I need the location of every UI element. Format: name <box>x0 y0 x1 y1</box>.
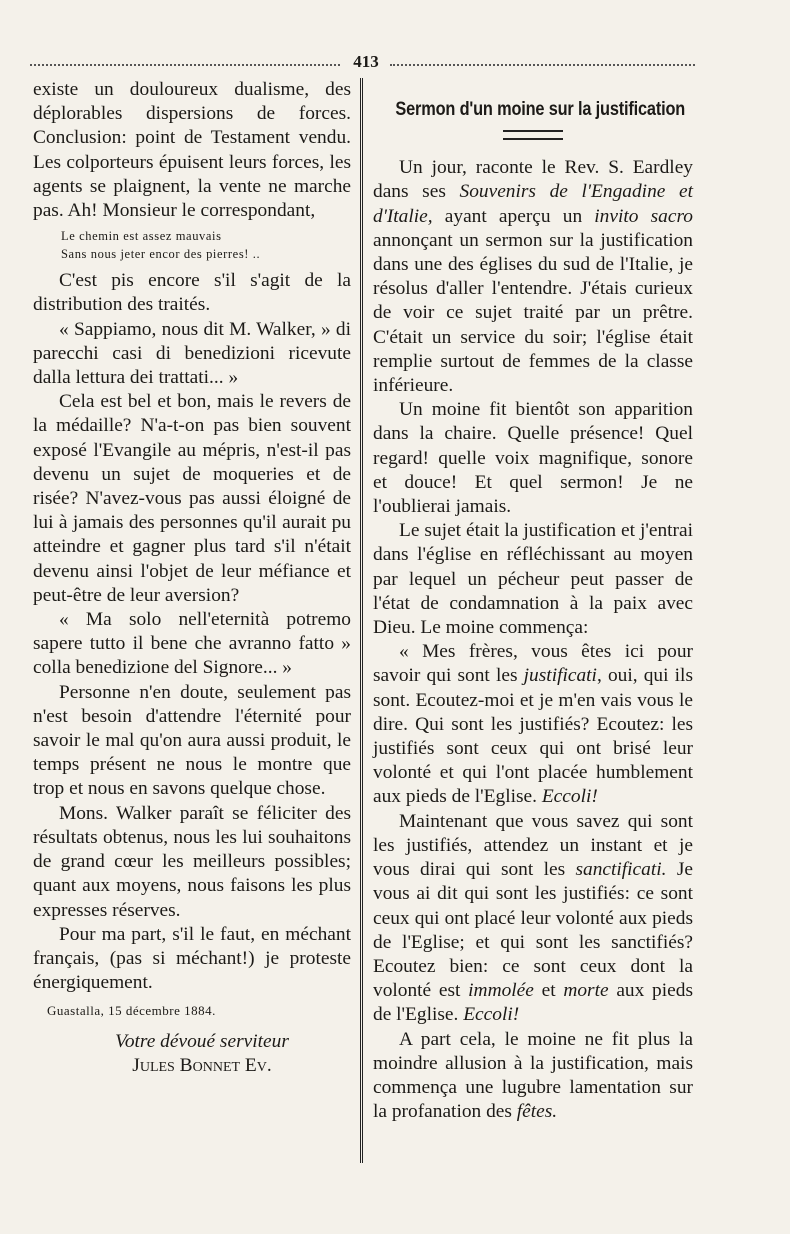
left-column <box>33 78 351 1078</box>
text-run: annonçant un sermon sur la justification dans une des églises du sud de l'Italie, je résolus d'aller l'entendre. J'étais curieux de voir ce sujet traité par un prêtre. C'était un service du soir; l'église était remplie surtout de femmes de la classe inférieure. <box>373 229 693 397</box>
italic-term: justificati <box>523 665 597 687</box>
text-run: , oui, qui ils sont. Ecoutez-moi et je m'en vais vous le dire. Qui sont les justifiés? Ecoutez: les justifiés sont ceux qui ont brisé leur volonté et qui l'ont placée humblement aux pieds de l'Eglise. <box>373 665 693 808</box>
verse-line: Le chemin est assez mauvais <box>61 229 222 244</box>
paragraph <box>373 640 693 809</box>
right-column <box>373 78 693 1124</box>
text-run: A part cela, le moine ne fit plus la moindre allusion à la justification, mais commença une lugubre lamentation sur la profanation des <box>373 1028 693 1123</box>
italic-term: Eccoli! <box>463 1004 520 1026</box>
paragraph: Un moine fit bientôt son apparition dans la chaire. Quelle présence! Quel regard! quelle voix magnifique, sonore et douce! Et quel sermon! Je ne l'oublierai jamais. <box>373 399 693 518</box>
paragraph: Cela est bel et bon, mais le revers de la médaille? N'a-t-on pas bien souvent exposé l'Evangile au mépris, n'est-il pas devenu un sujet de moqueries et de risée? N'avez-vous pas aussi éloigné de lui à jamais des personnes qu'il aurait pu atteindre et gagner plus tard s'il n'était devenu ainsi l'objet de leur méfiance et peut-être de leur aversion? <box>33 391 351 606</box>
paragraph: « Ma solo nell'eternità potremo sapere tutto il bene che avranno fatto » colla benedizione del Signore... » <box>33 609 351 679</box>
italic-term: Eccoli! <box>541 786 598 808</box>
letter-date: Guastalla, 15 décembre 1884. <box>47 1003 216 1019</box>
paragraph: « Sappiamo, nous dit M. Walker, » di parecchi casi di benedizioni ricevute dalla lettura dei trattati... » <box>33 318 351 389</box>
letter-signature: Jules Bonnet Ev. <box>132 1054 272 1076</box>
paragraph <box>373 810 693 1028</box>
italic-term: morte <box>563 980 609 1002</box>
paragraph <box>373 156 693 398</box>
paragraph: C'est pis encore s'il s'agit de la distribution des traités. <box>33 270 351 316</box>
text-run: Maintenant que vous savez qui sont les justifiés, attendez un instant et je vous dirai qui sont les <box>373 810 693 881</box>
header-rule-right <box>390 64 695 66</box>
paragraph: existe un douloureux dualisme, des déplorables dispersions de forces. Conclusion: point de Testament vendu. Les colporteurs épuisent leurs forces, les agents se plaignent, la vente ne marche pas. Ah! Monsieur le correspondant, <box>33 79 351 222</box>
article-title: Sermon d'un moine sur la justification <box>395 99 686 120</box>
text-run: « Mes frères, vous êtes ici pour savoir qui sont les <box>373 641 693 687</box>
paragraph: Personne n'en doute, seulement pas n'est besoin d'attendre l'éternité pour savoir le mal qu'on aura aussi produit, le temps présent ne nous le montre que trop et nous en savons quelque chose. <box>33 681 351 800</box>
column-divider <box>360 78 363 1163</box>
italic-term: sanctificati. <box>575 859 667 881</box>
title-ornament <box>503 130 563 140</box>
header-rule-left <box>30 64 340 66</box>
italic-term: fêtes. <box>516 1101 558 1123</box>
verse-quote <box>33 227 351 263</box>
page-header <box>30 52 695 76</box>
italic-term: invito sacro <box>594 205 693 227</box>
paragraph: Mons. Walker paraît se féliciter des résultats obtenus, nous les lui souhaitons de grand cœur les meilleurs possibles; quant aux moyens, nous faisons les plus expresses réserves. <box>33 802 351 921</box>
page-number: 413 <box>353 52 379 71</box>
verse-line: Sans nous jeter encor des pierres! .. <box>61 247 261 262</box>
text-run: Je vous ai dit qui sont les justifiés: ce sont ceux qui ont placé leur volonté aux pieds de l'Eglise; et qui sont les sanctifiés? Ecoutez bien: ce sont ceux dont la volonté est <box>373 859 693 1002</box>
paragraph: Le sujet était la justification et j'entrai dans l'église en réfléchissant au moyen par lequel un pécheur peut passer de l'état de condamnation à la paix avec Dieu. Le moine commença: <box>373 520 693 639</box>
letter-closing: Votre dévoué serviteur <box>115 1030 289 1052</box>
italic-term: immolée <box>468 980 534 1002</box>
text-run: ayant aperçu un <box>432 205 595 227</box>
text-run: et <box>533 980 564 1002</box>
text-run: Un jour, raconte le Rev. S. Eardley dans ses <box>373 157 693 203</box>
paragraph: Pour ma part, s'il le faut, en méchant français, (pas si méchant!) je proteste énergiquement. <box>33 923 351 994</box>
paragraph <box>373 1028 693 1125</box>
text-run: aux pieds de l'Eglise. <box>373 980 693 1026</box>
book-title: Souvenirs de l'Engadine et d'Italie, <box>373 181 693 227</box>
